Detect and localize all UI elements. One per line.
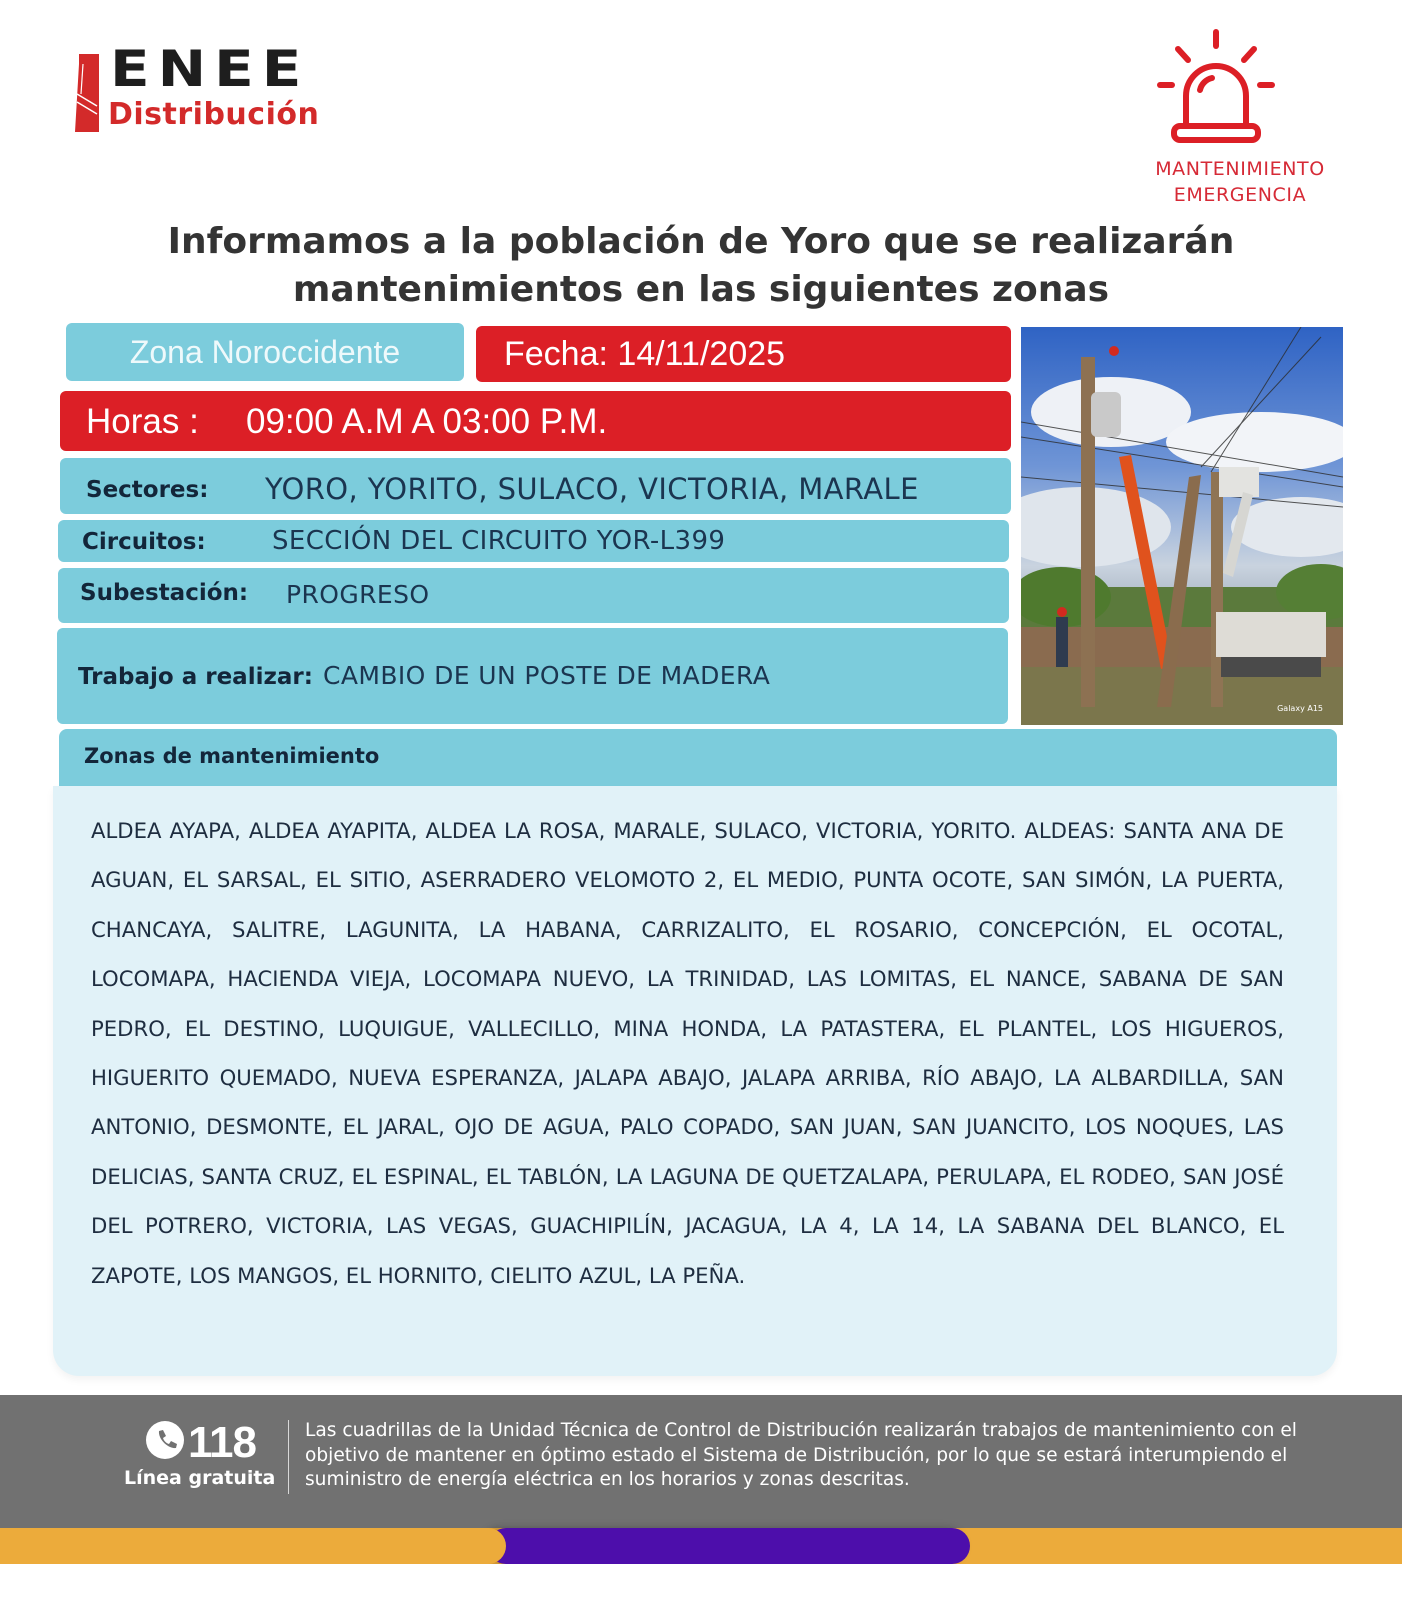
zones-title: Zonas de mantenimiento [84, 744, 380, 768]
stripe-orange-segment [0, 1528, 506, 1564]
date-value: 14/11/2025 [617, 335, 786, 373]
date-banner [476, 326, 1011, 382]
hotline-number: 118 [188, 1418, 256, 1467]
work-value: CAMBIO DE UN POSTE DE MADERA [323, 661, 771, 690]
title-line-2: mantenimientos en las siguientes zonas [292, 269, 1110, 310]
hours-label: Horas : [86, 402, 199, 441]
hours-banner [60, 391, 1011, 451]
siren-icon [1150, 24, 1330, 149]
zone-badge: Zona Noroccidente [66, 323, 464, 381]
maintenance-photo [1021, 327, 1343, 725]
substation-label: Subestación: [80, 580, 249, 606]
stripe-purple-segment [488, 1528, 970, 1564]
brand-name: ENEE [110, 39, 310, 99]
footer-divider [288, 1420, 289, 1494]
zones-panel [53, 786, 1337, 1376]
sectors-row [60, 458, 1011, 514]
substation-value: PROGRESO [286, 580, 430, 609]
page-title [60, 218, 1342, 314]
hotline-label: Línea gratuita [124, 1467, 276, 1489]
sectors-label: Sectores: [86, 477, 209, 503]
circuits-value: SECCIÓN DEL CIRCUITO YOR-L399 [272, 526, 726, 556]
decorative-stripe [0, 1528, 1402, 1600]
date-label: Fecha: [504, 335, 608, 373]
circuits-label: Circuitos: [82, 529, 206, 555]
footer [0, 1395, 1402, 1528]
title-line-1: Informamos a la población de Yoro que se realizarán [167, 221, 1235, 262]
badge-line-1: MANTENIMIENTO [1155, 158, 1325, 180]
stripe-bottom [0, 1564, 1402, 1600]
brand-subtitle: Distribución [108, 97, 320, 132]
substation-row [58, 568, 1009, 623]
enee-logo [72, 39, 372, 140]
phone-icon [146, 1421, 184, 1459]
work-row [57, 628, 1008, 724]
circuits-row [58, 520, 1009, 562]
emergency-maintenance-badge [1120, 24, 1360, 214]
zones-header [59, 729, 1337, 786]
sectors-value: YORO, YORITO, SULACO, VICTORIA, MARALE [265, 472, 919, 506]
zones-list: ALDEA AYAPA, ALDEA AYAPITA, ALDEA LA ROSA, MARALE, SULACO, VICTORIA, YORITO. ALDEAS: SANTA ANA DE AGUAN, EL SARSAL, EL SITIO, ASERRADERO VELOMOTO 2, EL MEDIO, PUNTA OCOTE, SAN SIMÓN, LA PUERTA, CHANCAYA, SALITRE, LAGUNITA, LA HABANA, CARRIZALITO, EL ROSARIO, CONCEPCIÓN, EL OCOTAL, LOCOMAPA, HACIENDA VIEJA, LOCOMAPA NUEVO, LA TRINIDAD, LAS LOMITAS, EL NANCE, SABANA DE SAN PEDRO, EL DESTINO, LUQUIGUE, VALLECILLO, MINA HONDA, LA PATASTERA, EL PLANTEL, LOS HIGUEROS, HIGUERITO QUEMADO, NUEVA ESPERANZA, JALAPA ABAJO, JALAPA ARRIBA, RÍO ABAJO, LA ALBARDILLA, SAN ANTONIO, DESMONTE, EL JARAL, OJO DE AGUA, PALO COPADO, SAN JUAN, SAN JUANCITO, LOS NOQUES, LAS DELICIAS, SANTA CRUZ, EL ESPINAL, EL TABLÓN, LA LAGUNA DE QUETZALAPA, PERULAPA, EL RODEO, SAN JOSÉ DEL POTRERO, VICTORIA, LAS VEGAS, GUACHIPILÍN, JACAGUA, LA 4, LA 14, LA SABANA DEL BLANCO, EL ZAPOTE, LOS MANGOS, EL HORNITO, CIELITO AZUL, LA PEÑA. [91, 818, 1284, 1288]
photo-caption: Galaxy A15 [1277, 704, 1323, 713]
work-label: Trabajo a realizar: [78, 664, 313, 690]
badge-line-2: EMERGENCIA [1173, 184, 1307, 206]
utility-pole-photo-illustration [1021, 327, 1343, 725]
footer-notice: Las cuadrillas de la Unidad Técnica de Control de Distribución realizarán trabajos de mantenimiento con el objetivo de mantener en óptimo estado el Sistema de Distribución, por lo que se estará interumpiendo el suministro de energía eléctrica en los horarios y zonas descritas. [305, 1420, 1297, 1490]
hours-value: 09:00 A.M A 03:00 P.M. [246, 402, 608, 441]
enee-logo-mark-icon [75, 54, 99, 132]
